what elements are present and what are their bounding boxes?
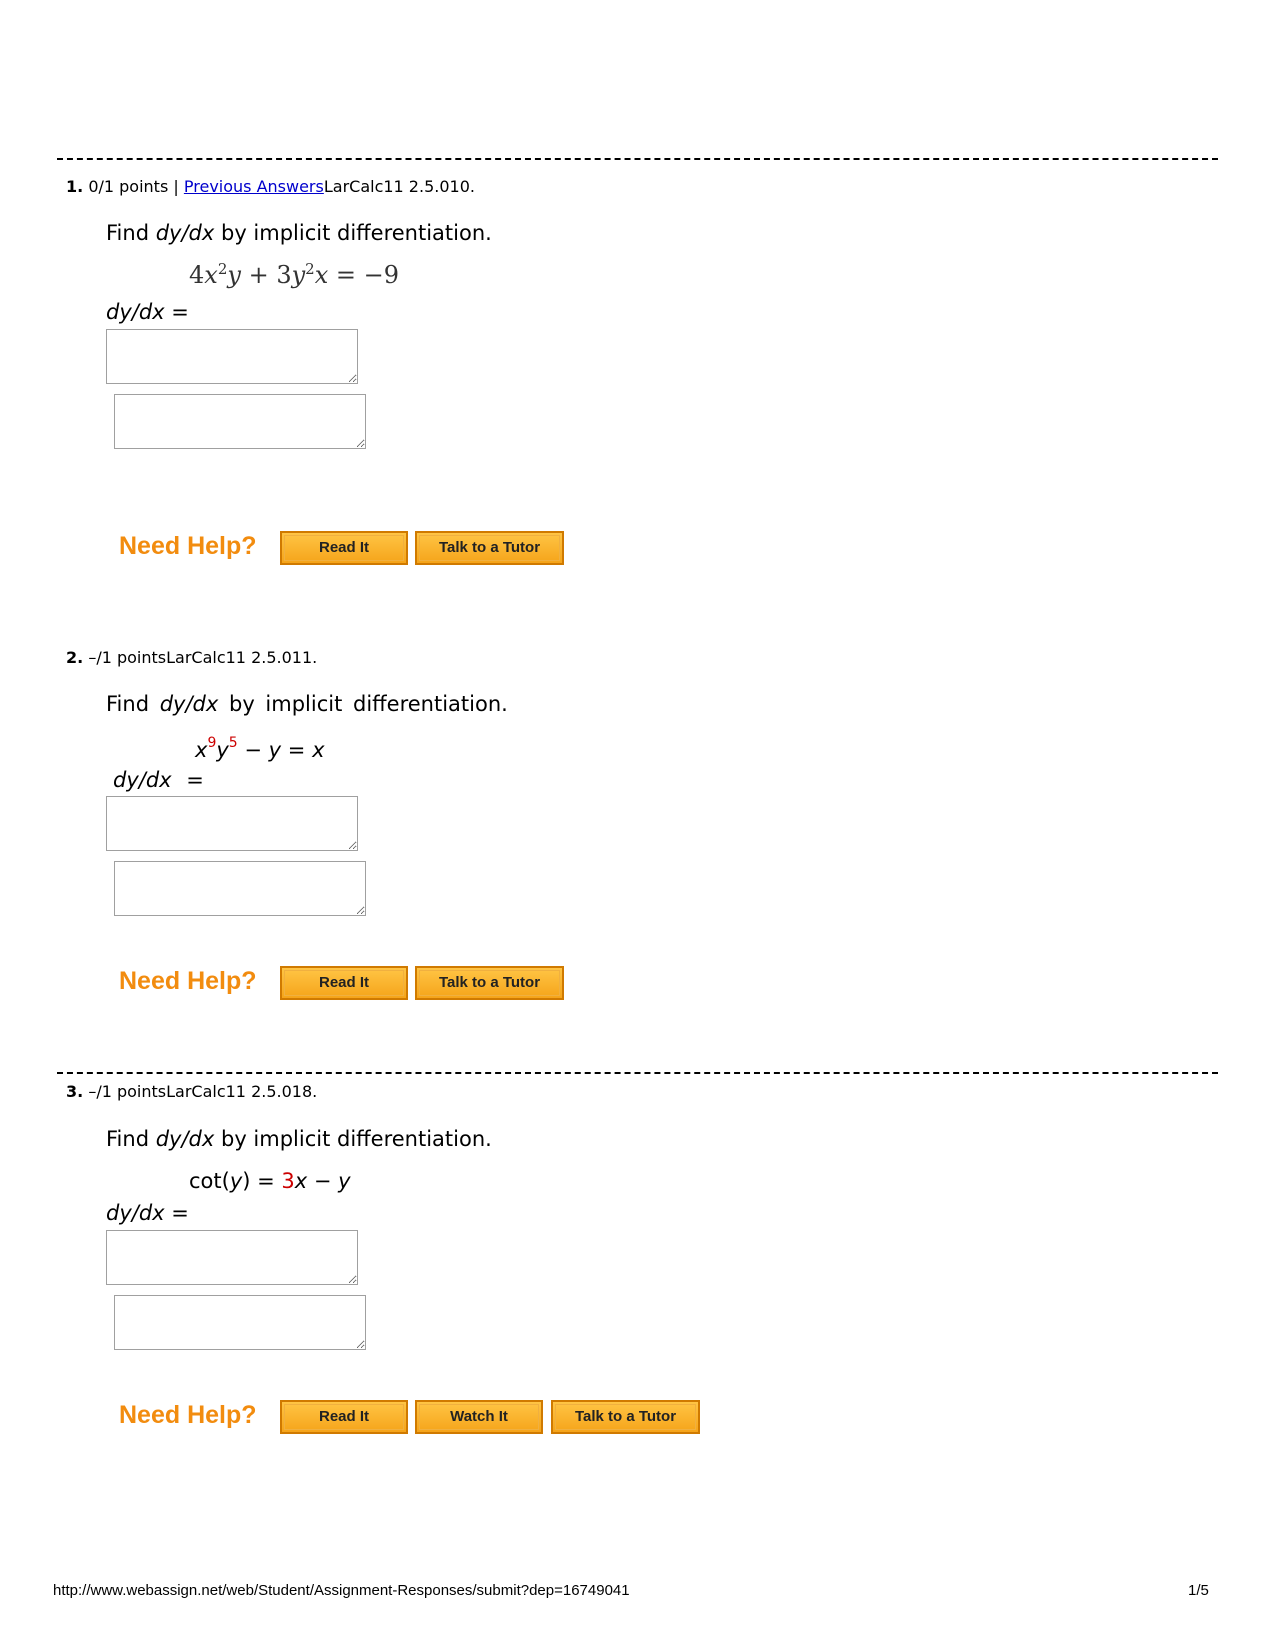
prompt-dydx: dy/dx: [155, 221, 215, 245]
question-3-equation: cot(y) = 3x − y: [189, 1169, 351, 1193]
question-1-prompt: [106, 221, 492, 245]
footer-url: http://www.webassign.net/web/Student/Assignment-Responses/submit?dep=16749041: [53, 1582, 630, 1599]
footer-page-number: 1/5: [1188, 1582, 1209, 1599]
header-separator: |: [173, 177, 179, 196]
read-it-button[interactable]: Read It: [280, 1400, 408, 1434]
question-3-prompt: [106, 1127, 492, 1151]
question-1-answer-input[interactable]: [106, 329, 358, 384]
question-2-answer-label: dy/dx =: [113, 768, 204, 792]
prompt-dydx: dy/dx: [155, 1127, 215, 1151]
question-3-header: [66, 1082, 317, 1101]
question-number: 3.: [66, 1082, 84, 1101]
prompt-text: by implicit differentiation.: [221, 1127, 492, 1151]
need-help-label: Need Help?: [119, 1401, 257, 1429]
question-1-header: [66, 177, 475, 196]
prompt-find: Find: [106, 1127, 150, 1151]
question-source: LarCalc11 2.5.018.: [166, 1082, 318, 1101]
points-score: –/1 points: [88, 648, 167, 667]
prompt-dydx: dy/dx: [159, 692, 219, 716]
previous-answers-link[interactable]: Previous Answers: [183, 177, 324, 196]
prompt-text: by implicit differentiation.: [221, 221, 492, 245]
question-3-answer-input[interactable]: [106, 1230, 358, 1285]
talk-to-tutor-button[interactable]: Talk to a Tutor: [415, 966, 564, 1000]
read-it-button[interactable]: Read It: [280, 531, 408, 565]
question-1-answer-label: dy/dx =: [106, 300, 189, 324]
prompt-text: by implicit differentiation.: [229, 692, 508, 716]
question-source: LarCalc11 2.5.010.: [323, 177, 475, 196]
points-score: –/1 points: [88, 1082, 167, 1101]
question-2-work-input[interactable]: [114, 861, 366, 916]
points-score: 0/1 points: [88, 177, 169, 196]
question-2-prompt: [106, 692, 508, 716]
talk-to-tutor-button[interactable]: Talk to a Tutor: [551, 1400, 700, 1434]
question-separator-top: [57, 158, 1218, 160]
question-1-equation: $4x^2y + 3y^2x = -9$: [189, 260, 399, 289]
need-help-label: Need Help?: [119, 967, 257, 995]
question-number: 1.: [66, 177, 84, 196]
question-2-equation: $x^9y^5 - y = x$: [195, 735, 325, 762]
question-2-answer-input[interactable]: [106, 796, 358, 851]
read-it-button[interactable]: Read It: [280, 966, 408, 1000]
talk-to-tutor-button[interactable]: Talk to a Tutor: [415, 531, 564, 565]
question-source: LarCalc11 2.5.011.: [166, 648, 318, 667]
question-1-work-input[interactable]: [114, 394, 366, 449]
prompt-find: Find: [106, 221, 150, 245]
question-2-header: [66, 648, 317, 667]
question-separator-bottom: [57, 1072, 1218, 1074]
question-3-answer-label: dy/dx =: [106, 1201, 189, 1225]
need-help-label: Need Help?: [119, 532, 257, 560]
prompt-find: Find: [106, 692, 150, 716]
watch-it-button[interactable]: Watch It: [415, 1400, 543, 1434]
question-3-work-input[interactable]: [114, 1295, 366, 1350]
question-number: 2.: [66, 648, 84, 667]
